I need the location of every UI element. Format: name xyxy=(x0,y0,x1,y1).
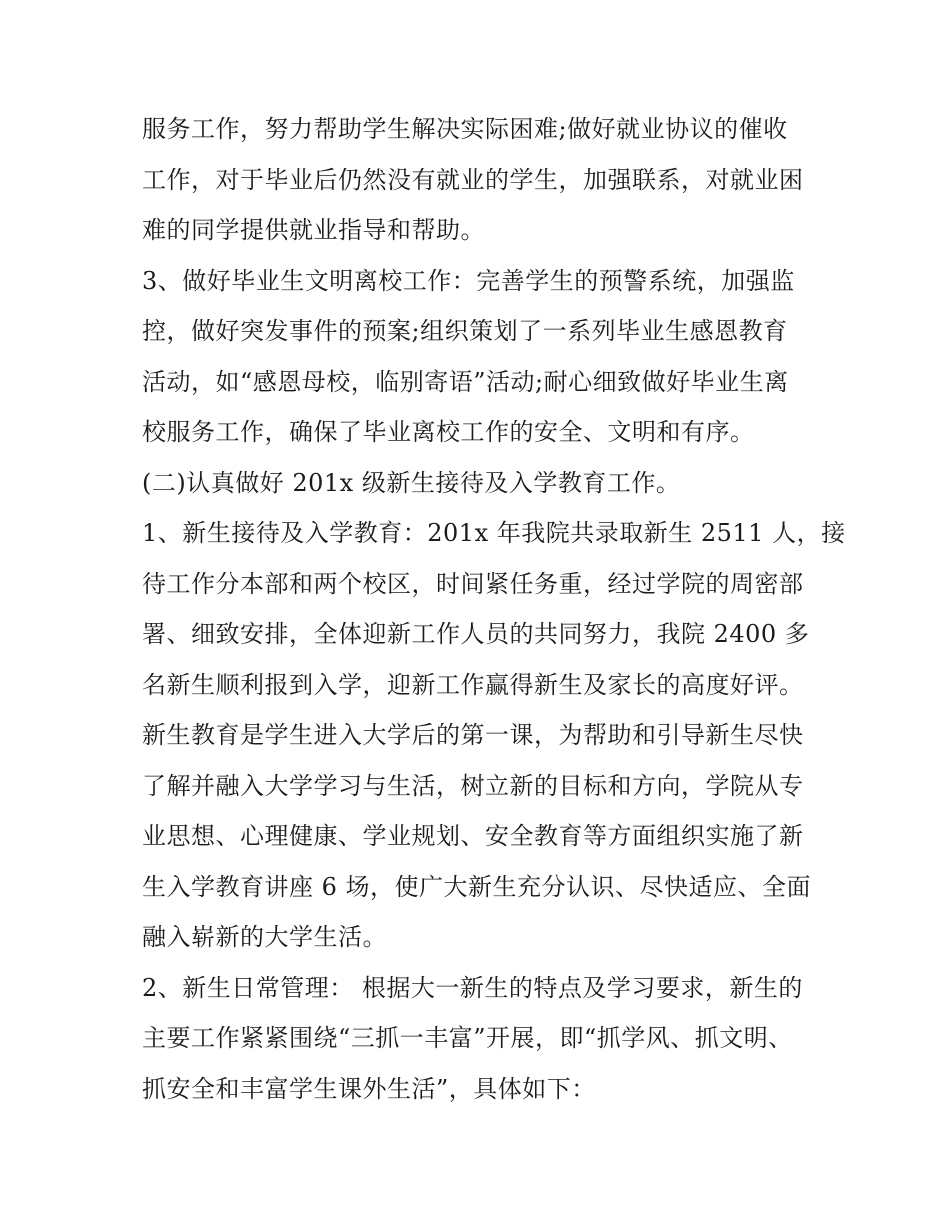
text-line: 1、新生接待及入学教育：201x 年我院共录取新生 2511 人，接 xyxy=(142,519,846,547)
text-line: 待工作分本部和两个校区，时间紧任务重，经过学院的周密部 xyxy=(142,569,804,598)
text-line: 融入崭新的大学生活。 xyxy=(142,923,387,951)
text-line: 服务工作，努力帮助学生解决实际困难;做好就业协议的催收 xyxy=(142,115,788,143)
text-line: 署、细致安排，全体迎新工作人员的共同努力，我院 2400 多 xyxy=(142,620,810,648)
text-line: 业思想、心理健康、学业规划、安全教育等方面组织实施了新 xyxy=(142,822,804,850)
text-line: 主要工作紧紧围绕“三抓一丰富”开展，即“抓学风、抓文明、 xyxy=(142,1024,793,1052)
text-line: 新生教育是学生进入大学后的第一课，为帮助和引导新生尽快 xyxy=(142,721,804,749)
text-line: 3、做好毕业生文明离校工作：完善学生的预警系统，加强监 xyxy=(142,266,795,295)
text-line: 校服务工作，确保了毕业离校工作的安全、文明和有序。 xyxy=(142,418,755,446)
text-line: 难的同学提供就业指导和帮助。 xyxy=(142,216,485,244)
text-line: 活动，如“感恩母校，临别寄语”活动;耐心细致做好毕业生离 xyxy=(142,367,789,396)
text-line: 抓安全和丰富学生课外生活”，具体如下： xyxy=(142,1074,596,1103)
document-body xyxy=(142,104,846,1114)
section-heading: (二)认真做好 201x 级新生接待及入学教育工作。 xyxy=(142,468,681,497)
text-line: 控，做好突发事件的预案;组织策划了一系列毕业生感恩教育 xyxy=(142,317,788,345)
text-line: 2、新生日常管理： 根据大一新生的特点及学习要求，新生的 xyxy=(142,973,803,1002)
text-line: 生入学教育讲座 6 场，使广大新生充分认识、尽快适应、全面 xyxy=(142,872,812,901)
text-line: 工作，对于毕业后仍然没有就业的学生，加强联系，对就业困 xyxy=(142,165,804,194)
text-line: 名新生顺利报到入学，迎新工作赢得新生及家长的高度好评。 xyxy=(142,670,804,699)
text-line: 了解并融入大学学习与生活，树立新的目标和方向，学院从专 xyxy=(142,771,804,800)
